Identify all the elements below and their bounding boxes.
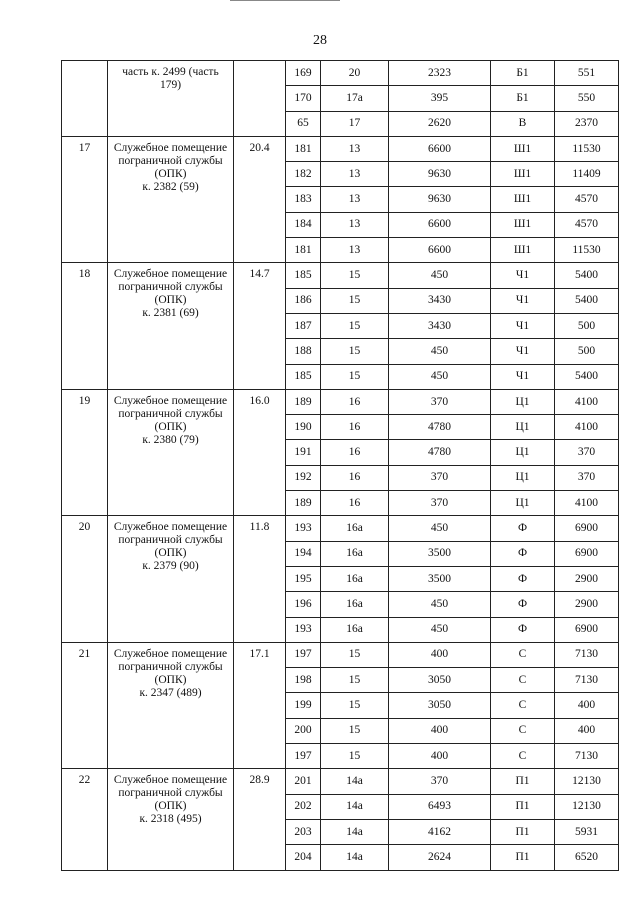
point-axis-cell: Ч1	[491, 288, 555, 313]
point-number-cell: 181	[286, 136, 321, 161]
point-number-cell: 195	[286, 566, 321, 591]
point-value-cell: 4570	[555, 212, 619, 237]
point-number-cell: 183	[286, 187, 321, 212]
point-axis-cell: Ч1	[491, 313, 555, 338]
point-number-cell: 184	[286, 212, 321, 237]
point-height-cell: 17	[321, 111, 389, 136]
point-number-cell: 196	[286, 592, 321, 617]
point-value-cell: 370	[555, 465, 619, 490]
point-height-cell: 16а	[321, 592, 389, 617]
room-description-line: к. 2382 (59)	[142, 180, 199, 193]
point-value-cell: 551	[555, 61, 619, 86]
point-value-cell: 7130	[555, 642, 619, 667]
room-number-cell: 22	[62, 769, 108, 870]
point-axis-cell: С	[491, 744, 555, 769]
point-height-cell: 15	[321, 313, 389, 338]
room-description-line: (ОПК)	[154, 673, 187, 686]
point-height-cell: 14а	[321, 794, 389, 819]
point-value-cell: 400	[555, 718, 619, 743]
point-distance-cell: 450	[389, 617, 491, 642]
room-description-line: к. 2347 (489)	[139, 686, 202, 699]
point-axis-cell: Ш1	[491, 187, 555, 212]
point-distance-cell: 2624	[389, 845, 491, 870]
point-height-cell: 16а	[321, 516, 389, 541]
point-axis-cell: Ф	[491, 592, 555, 617]
room-number-cell: 18	[62, 263, 108, 389]
table-row	[62, 642, 619, 667]
point-height-cell: 16	[321, 491, 389, 516]
point-distance-cell: 4162	[389, 819, 491, 844]
point-number-cell: 170	[286, 86, 321, 111]
point-value-cell: 12130	[555, 794, 619, 819]
point-value-cell: 5400	[555, 288, 619, 313]
point-number-cell: 197	[286, 744, 321, 769]
room-area-cell: 16.0	[234, 389, 286, 515]
room-description-cell	[108, 642, 234, 768]
point-height-cell: 16а	[321, 541, 389, 566]
point-number-cell: 186	[286, 288, 321, 313]
room-description-line: (ОПК)	[154, 547, 187, 560]
point-number-cell: 185	[286, 263, 321, 288]
point-height-cell: 15	[321, 668, 389, 693]
room-number-cell: 19	[62, 389, 108, 515]
point-axis-cell: Ш1	[491, 162, 555, 187]
room-area-cell	[234, 61, 286, 137]
point-distance-cell: 450	[389, 364, 491, 389]
point-height-cell: 16	[321, 465, 389, 490]
point-height-cell: 15	[321, 364, 389, 389]
point-distance-cell: 9630	[389, 187, 491, 212]
point-value-cell: 7130	[555, 744, 619, 769]
point-axis-cell: В	[491, 111, 555, 136]
point-axis-cell: П1	[491, 845, 555, 870]
room-description-cell	[108, 263, 234, 389]
point-number-cell: 189	[286, 491, 321, 516]
point-axis-cell: Б1	[491, 86, 555, 111]
point-height-cell: 16а	[321, 566, 389, 591]
point-axis-cell: Ф	[491, 516, 555, 541]
point-distance-cell: 6600	[389, 212, 491, 237]
point-height-cell: 14а	[321, 769, 389, 794]
room-description-line: (ОПК)	[154, 167, 187, 180]
point-axis-cell: Ф	[491, 617, 555, 642]
room-description-cell	[108, 516, 234, 642]
point-value-cell: 370	[555, 440, 619, 465]
table-row	[62, 516, 619, 541]
room-description-line: пограничной службы	[118, 281, 223, 294]
point-height-cell: 15	[321, 339, 389, 364]
point-number-cell: 187	[286, 313, 321, 338]
room-description-line: пограничной службы	[118, 660, 223, 673]
point-number-cell: 190	[286, 415, 321, 440]
point-number-cell: 200	[286, 718, 321, 743]
point-axis-cell: С	[491, 718, 555, 743]
point-height-cell: 13	[321, 187, 389, 212]
room-description-line: часть к. 2499 (часть	[122, 66, 219, 78]
point-value-cell: 5400	[555, 263, 619, 288]
point-distance-cell: 450	[389, 339, 491, 364]
point-value-cell: 6900	[555, 516, 619, 541]
room-description-line: к. 2379 (90)	[142, 560, 199, 573]
room-description-line: пограничной службы	[118, 534, 223, 547]
point-value-cell: 6900	[555, 617, 619, 642]
room-description-line: 179)	[159, 79, 182, 91]
room-area-cell: 20.4	[234, 136, 286, 262]
point-distance-cell: 3430	[389, 288, 491, 313]
room-description-line: Служебное помещение	[113, 268, 228, 281]
point-value-cell: 4570	[555, 187, 619, 212]
point-distance-cell: 370	[389, 491, 491, 516]
point-value-cell: 11409	[555, 162, 619, 187]
table-row	[62, 263, 619, 288]
point-axis-cell: Ш1	[491, 238, 555, 263]
room-description-line: к. 2318 (495)	[139, 813, 202, 826]
room-description-line: пограничной службы	[118, 407, 223, 420]
point-axis-cell: Ш1	[491, 136, 555, 161]
room-description-line: к. 2380 (79)	[142, 433, 199, 446]
table-row	[62, 136, 619, 161]
point-number-cell: 185	[286, 364, 321, 389]
point-height-cell: 15	[321, 693, 389, 718]
room-number-cell	[62, 61, 108, 137]
room-description-line: пограничной службы	[118, 787, 223, 800]
point-value-cell: 550	[555, 86, 619, 111]
point-height-cell: 13	[321, 162, 389, 187]
point-distance-cell: 370	[389, 465, 491, 490]
point-value-cell: 4100	[555, 389, 619, 414]
point-distance-cell: 6600	[389, 238, 491, 263]
point-axis-cell: Ц1	[491, 465, 555, 490]
point-distance-cell: 3500	[389, 566, 491, 591]
point-value-cell: 11530	[555, 136, 619, 161]
room-description-line: Служебное помещение	[113, 774, 228, 787]
point-number-cell: 193	[286, 516, 321, 541]
room-description-line: пограничной службы	[118, 154, 223, 167]
point-distance-cell: 450	[389, 516, 491, 541]
point-axis-cell: П1	[491, 794, 555, 819]
room-description-cell	[108, 389, 234, 515]
point-height-cell: 16а	[321, 617, 389, 642]
point-distance-cell: 4780	[389, 440, 491, 465]
point-distance-cell: 9630	[389, 162, 491, 187]
point-distance-cell: 3500	[389, 541, 491, 566]
room-description-line: Служебное помещение	[113, 394, 228, 407]
point-value-cell: 4100	[555, 491, 619, 516]
point-value-cell: 12130	[555, 769, 619, 794]
point-number-cell: 189	[286, 389, 321, 414]
point-number-cell: 65	[286, 111, 321, 136]
scan-edge-line	[230, 0, 340, 1]
point-axis-cell: Ц1	[491, 440, 555, 465]
point-number-cell: 198	[286, 668, 321, 693]
room-number-cell: 21	[62, 642, 108, 768]
point-axis-cell: Б1	[491, 61, 555, 86]
point-distance-cell: 2323	[389, 61, 491, 86]
point-value-cell: 500	[555, 339, 619, 364]
point-height-cell: 16	[321, 415, 389, 440]
point-number-cell: 193	[286, 617, 321, 642]
point-distance-cell: 2620	[389, 111, 491, 136]
point-distance-cell: 450	[389, 263, 491, 288]
room-area-cell: 14.7	[234, 263, 286, 389]
point-value-cell: 2900	[555, 592, 619, 617]
point-value-cell: 11530	[555, 238, 619, 263]
table-body	[62, 61, 619, 871]
point-height-cell: 15	[321, 642, 389, 667]
point-number-cell: 182	[286, 162, 321, 187]
point-height-cell: 13	[321, 238, 389, 263]
point-axis-cell: Ф	[491, 566, 555, 591]
point-distance-cell: 3430	[389, 313, 491, 338]
point-number-cell: 188	[286, 339, 321, 364]
point-height-cell: 15	[321, 288, 389, 313]
point-distance-cell: 370	[389, 389, 491, 414]
point-axis-cell: Ч1	[491, 263, 555, 288]
point-distance-cell: 370	[389, 769, 491, 794]
point-value-cell: 500	[555, 313, 619, 338]
point-number-cell: 204	[286, 845, 321, 870]
room-description-line: Служебное помещение	[113, 141, 228, 154]
point-height-cell: 14а	[321, 845, 389, 870]
room-description-line: Служебное помещение	[113, 647, 228, 660]
point-axis-cell: Ц1	[491, 389, 555, 414]
point-value-cell: 5400	[555, 364, 619, 389]
point-number-cell: 181	[286, 238, 321, 263]
point-distance-cell: 400	[389, 744, 491, 769]
point-distance-cell: 3050	[389, 668, 491, 693]
point-height-cell: 20	[321, 61, 389, 86]
room-description-cell	[108, 769, 234, 870]
point-axis-cell: П1	[491, 819, 555, 844]
point-value-cell: 4100	[555, 415, 619, 440]
point-height-cell: 15	[321, 744, 389, 769]
point-distance-cell: 400	[389, 718, 491, 743]
point-height-cell: 17а	[321, 86, 389, 111]
point-axis-cell: Ц1	[491, 491, 555, 516]
point-height-cell: 13	[321, 212, 389, 237]
point-axis-cell: С	[491, 693, 555, 718]
point-axis-cell: С	[491, 642, 555, 667]
point-number-cell: 194	[286, 541, 321, 566]
table-row	[62, 61, 619, 86]
point-number-cell: 201	[286, 769, 321, 794]
point-distance-cell: 6600	[389, 136, 491, 161]
point-value-cell: 2900	[555, 566, 619, 591]
point-number-cell: 191	[286, 440, 321, 465]
coordinates-table	[61, 60, 619, 871]
room-description-line: к. 2381 (69)	[142, 307, 199, 320]
point-number-cell: 169	[286, 61, 321, 86]
room-description-line: Служебное помещение	[113, 521, 228, 534]
point-axis-cell: Ч1	[491, 364, 555, 389]
point-value-cell: 6900	[555, 541, 619, 566]
point-number-cell: 197	[286, 642, 321, 667]
point-value-cell: 400	[555, 693, 619, 718]
room-area-cell: 17.1	[234, 642, 286, 768]
point-value-cell: 7130	[555, 668, 619, 693]
room-number-cell: 17	[62, 136, 108, 262]
point-height-cell: 14а	[321, 819, 389, 844]
point-axis-cell: П1	[491, 769, 555, 794]
table-row	[62, 769, 619, 794]
point-height-cell: 15	[321, 263, 389, 288]
room-description-cell	[108, 61, 234, 137]
table-row	[62, 389, 619, 414]
point-axis-cell: Ц1	[491, 415, 555, 440]
point-height-cell: 16	[321, 389, 389, 414]
point-height-cell: 13	[321, 136, 389, 161]
room-description-line: (ОПК)	[154, 800, 187, 813]
point-axis-cell: С	[491, 668, 555, 693]
room-description-line: (ОПК)	[154, 294, 187, 307]
point-number-cell: 192	[286, 465, 321, 490]
point-distance-cell: 395	[389, 86, 491, 111]
point-axis-cell: Ч1	[491, 339, 555, 364]
point-height-cell: 15	[321, 718, 389, 743]
room-area-cell: 28.9	[234, 769, 286, 870]
point-distance-cell: 6493	[389, 794, 491, 819]
page-number: 28	[313, 33, 327, 48]
room-number-cell: 20	[62, 516, 108, 642]
point-value-cell: 5931	[555, 819, 619, 844]
point-distance-cell: 3050	[389, 693, 491, 718]
point-number-cell: 203	[286, 819, 321, 844]
point-distance-cell: 4780	[389, 415, 491, 440]
point-value-cell: 6520	[555, 845, 619, 870]
point-axis-cell: Ш1	[491, 212, 555, 237]
point-height-cell: 16	[321, 440, 389, 465]
point-distance-cell: 450	[389, 592, 491, 617]
point-value-cell: 2370	[555, 111, 619, 136]
room-area-cell: 11.8	[234, 516, 286, 642]
room-description-line: (ОПК)	[154, 420, 187, 433]
point-axis-cell: Ф	[491, 541, 555, 566]
room-description-cell	[108, 136, 234, 262]
point-number-cell: 199	[286, 693, 321, 718]
point-distance-cell: 400	[389, 642, 491, 667]
point-number-cell: 202	[286, 794, 321, 819]
